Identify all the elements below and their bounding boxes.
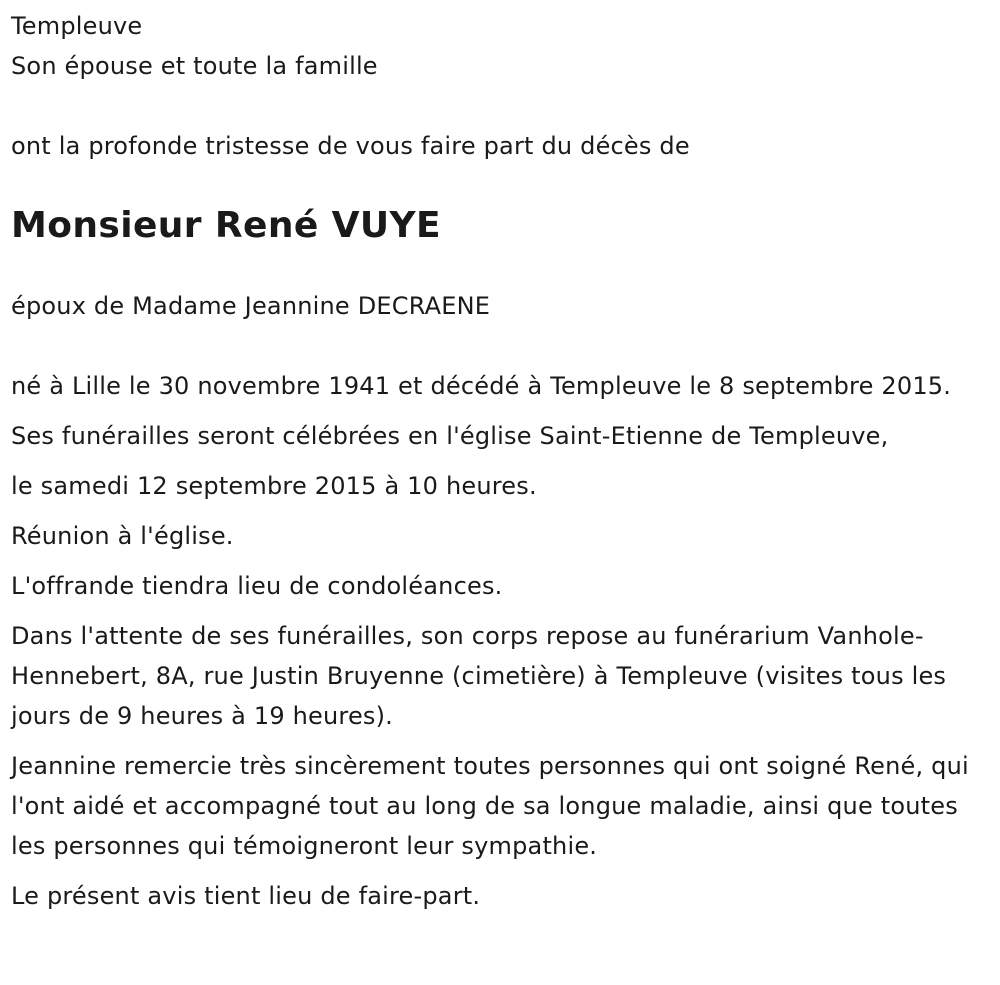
funeral-date-paragraph: le samedi 12 septembre 2015 à 10 heures. (11, 472, 537, 500)
rest-place-paragraph: Dans l'attente de ses funérailles, son corps repose au funérarium Vanhole-Hennebert, 8A, rue Justin Bruyenne (cimetière) à Templeuve (visites tous les jours de 9 heures à 19 heures). (11, 622, 947, 730)
spacer (11, 166, 986, 206)
death-notice (11, 6, 986, 926)
spouse-line: époux de Madame Jeannine DECRAENE (11, 292, 491, 320)
announcement-line: ont la profonde tristesse de vous faire part du décès de (11, 132, 690, 160)
spacer (11, 86, 986, 126)
family-line: Son épouse et toute la famille (11, 52, 378, 80)
funeral-place-line: Ses funérailles seront célébrées en l'église Saint-Etienne de Templeuve, (11, 422, 889, 450)
town-line: Templeuve (11, 12, 143, 40)
spacer (11, 326, 986, 366)
spacer (11, 246, 986, 286)
offering-paragraph: L'offrande tiendra lieu de condoléances. (11, 572, 503, 600)
thanks-paragraph: Jeannine remercie très sincèrement toutes personnes qui ont soigné René, qui l'ont aidé et accompagné tout au long de sa longue maladie, ainsi que toutes les personnes qui témoigneront leur sympathie. (11, 752, 969, 860)
meeting-paragraph: Réunion à l'église. (11, 522, 234, 550)
deceased-name: Monsieur René VUYE (11, 205, 441, 246)
closing-paragraph: Le présent avis tient lieu de faire-part. (11, 882, 481, 910)
birth-death-paragraph: né à Lille le 30 novembre 1941 et décédé à Templeuve le 8 septembre 2015. (11, 372, 952, 400)
